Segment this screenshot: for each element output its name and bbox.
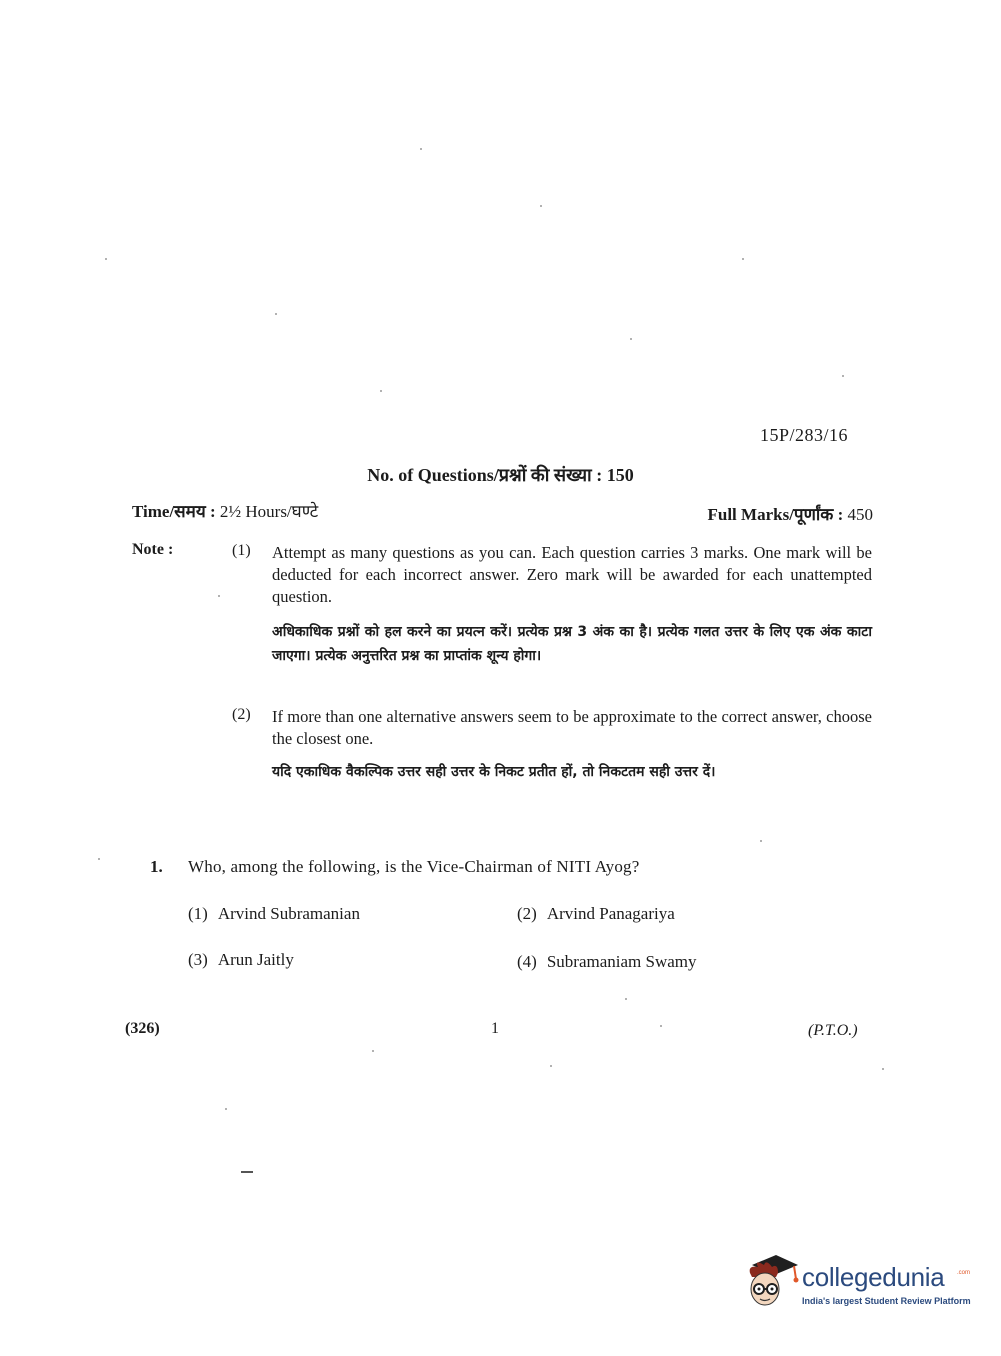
option-4 [517,952,697,972]
brand-tagline: India's largest Student Review Platform [802,1296,971,1306]
option-3 [188,950,294,970]
scan-speck [742,258,744,260]
scan-speck [98,858,100,860]
option-2-number: (2) [517,904,537,923]
option-1-number: (1) [188,904,208,923]
question-number: 1. [150,857,163,876]
time-value: 2½ Hours/घण्टे [219,502,319,521]
note-1-english: Attempt as many questions as you can. Each question carries 3 marks. One mark will be deducted for each incorrect answer. Zero mark will be awarded for each unattempted question. [272,543,872,606]
scan-speck [540,205,542,207]
option-1-text: Arvind Subramanian [217,904,360,923]
marks-label: Full Marks/पूर्णांक : [707,505,848,524]
scan-speck [842,375,844,377]
marks-value: 450 [847,505,873,524]
brand-domain: .com [957,1270,971,1276]
paper-code: 15P/283/16 [760,425,849,445]
scan-speck [550,1065,552,1067]
option-2-text: Arvind Panagariya [546,904,675,923]
footer-code: (326) [125,1020,160,1037]
scan-speck [660,1025,662,1027]
option-3-number: (3) [188,950,208,969]
num-questions-value: 150 [606,465,634,485]
scan-speck [225,1108,227,1110]
brand-name: collegedunia [802,1262,945,1292]
scan-speck [882,1068,884,1070]
scan-speck [630,338,632,340]
note-2-number: (2) [232,706,251,723]
scan-speck [625,998,627,1000]
pto-marker: (P.T.O.) [808,1022,858,1039]
note-1-hindi: अधिकाधिक प्रश्नों को हल करने का प्रयत्न करें। प्रत्येक प्रश्न 3 अंक का है। प्रत्येक गलत उत्तर के लिए एक अंक काटा जाएगा। प्रत्येक अनुत्तरित प्रश्न का प्राप्तांक शून्य होगा। [272,624,872,664]
option-4-text: Subramaniam Swamy [546,952,697,971]
question-text: Who, among the following, is the Vice-Chairman of NITI Ayog? [188,857,640,876]
scan-speck [105,258,107,260]
full-marks [708,502,874,525]
scan-dash [241,1171,253,1173]
option-2 [517,904,675,924]
note-2-english: If more than one alternative answers seem to be approximate to the correct answer, choose the closest one. [272,707,872,748]
note-1-number: (1) [232,542,251,559]
collegedunia-mascot-icon [742,1251,802,1313]
scan-speck [380,390,382,392]
note-2-hindi: यदि एकाधिक वैकल्पिक उत्तर सही उत्तर के निकट प्रतीत हों, तो निकटतम सही उत्तर दें। [272,764,716,780]
scan-speck [420,148,422,150]
time-allowed [132,499,318,522]
scan-speck [372,1050,374,1052]
option-3-text: Arun Jaitly [217,950,294,969]
scan-speck [760,840,762,842]
option-1 [188,904,360,924]
num-questions-label: No. of Questions/प्रश्नों की संख्या : [367,465,607,485]
scan-speck [275,313,277,315]
page-number: 1 [491,1020,499,1037]
note-label: Note : [132,541,174,558]
option-4-number: (4) [517,952,537,971]
number-of-questions [0,463,1001,487]
time-label: Time/समय : [132,502,220,521]
scan-speck [218,595,220,597]
